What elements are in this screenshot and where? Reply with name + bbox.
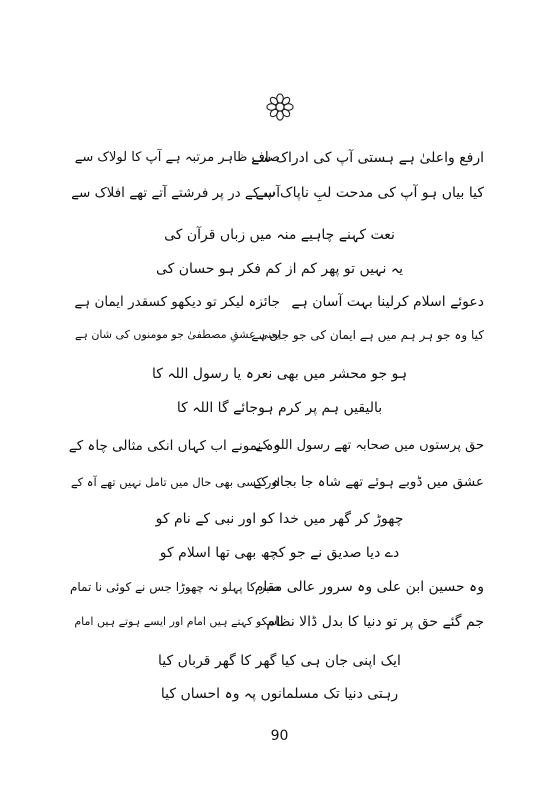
refrain-line: یہ نہیں تو پھر کم از کم فکر ہو حسان کی	[155, 261, 403, 277]
verse-line: یعنی عشقِ مصطفیٰ جو مومنوں کی شان ہے	[74, 328, 280, 341]
verse-line: کیا وہ جو ہر ہم میں ہے ایمان کی جو جان ہے	[251, 328, 484, 342]
verse-line: دعوئے اسلام کرلینا بہت آسان ہے	[291, 294, 484, 310]
verse-line: صبر کا پہلو نہ چھوڑا جس نے کوئی نا تمام	[69, 580, 280, 594]
flower-ornament-icon	[265, 92, 295, 122]
verse-line: کیا بیاں ہو آپ کی مدحت لبِ ناپاک سے	[255, 185, 484, 201]
refrain-line: نعت کہنے چاہیے منہ میں زباں قرآن کی	[164, 227, 395, 243]
refrain-line: ہو جو محشر میں بھی نعرہ یا رسول اللہ کا	[151, 366, 408, 382]
verse-line: اور کسی بھی حال میں تامل نہیں تھے آہ کے	[70, 475, 280, 489]
refrain-line: ایک اپنی جان ہی کیا گھر کا گھر قرباں کیا	[158, 653, 401, 669]
verse-line: جائزہ لیکر تو دیکھو کسقدر ایمان ہے	[74, 294, 280, 310]
verse-line: حق پرستوں میں صحابہ تھے رسول اللہ کے	[255, 438, 484, 453]
page-number: 90	[270, 728, 289, 744]
verse-line: آپ کے در پر فرشتے آتے تھے افلاک سے	[71, 185, 280, 201]
refrain-line: دے دیا صدیق نے جو کچھ بھی تھا اسلام کو	[159, 545, 400, 561]
refrain-line: چھوڑ کر گھر میں خدا کو اور نبی کے نام کو	[155, 511, 404, 527]
verse-line: اسکو کہتے ہیں امام اور ایسے ہوتے ہیں امام	[74, 615, 280, 628]
refrain-line: رہتی دنیا تک مسلمانوں پہ وہ احساں کیا	[160, 686, 399, 702]
verse-line: جم گئے حق پر تو دنیا کا بدل ڈالا نظام	[266, 614, 484, 630]
verse-line: وہ حسین ابن علی وہ سرور عالی مقام	[254, 579, 484, 595]
verse-line: عشق میں ڈوبے ہوئے تھے شاہ جا بجاہ کے	[253, 474, 484, 490]
verse-line: ارفع واعلیٰ ہے ہستی آپ کی ادراک سے	[251, 150, 484, 166]
refrain-line: بالیقیں ہم پر کرم ہوجائے گا اللہ کا	[176, 400, 383, 416]
verse-line: صاف ظاہر مرتبہ ہے آپ کا لولاک سے	[74, 150, 280, 165]
verse-line: وہ نمونے اب کہاں انکی مثالی چاہ کے	[68, 438, 280, 454]
